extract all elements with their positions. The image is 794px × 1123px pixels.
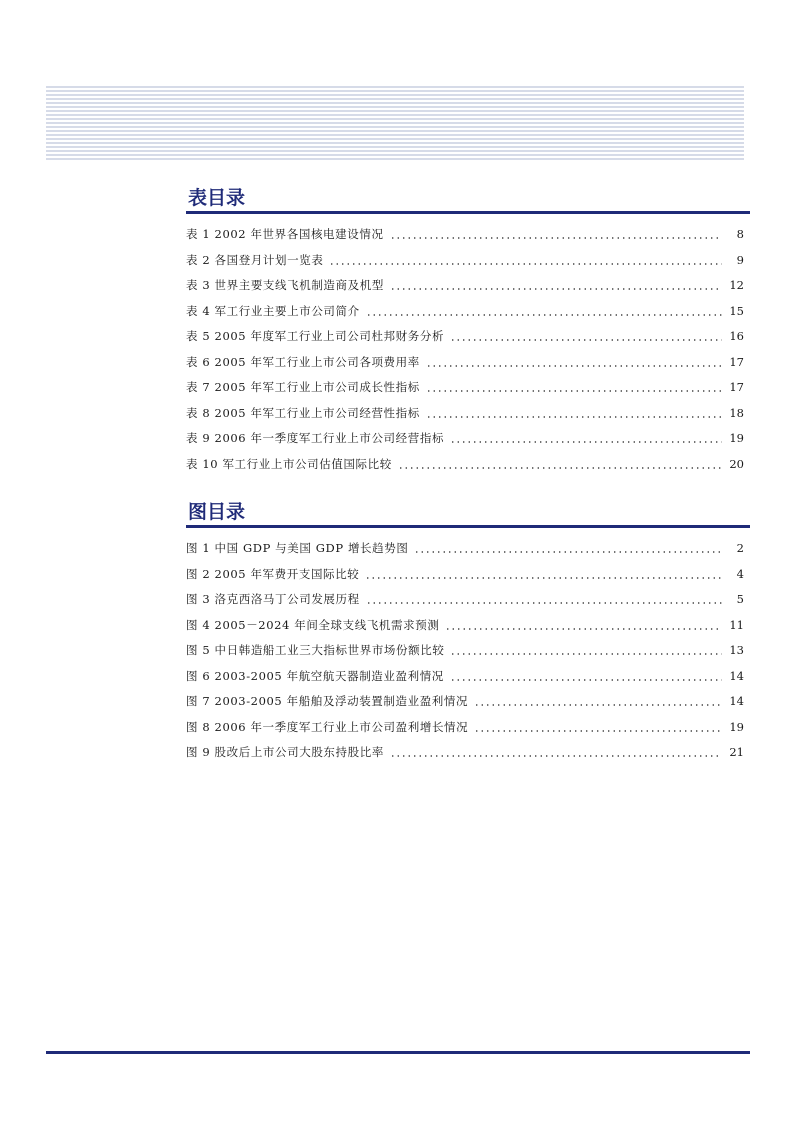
toc-entry-page-number[interactable]: 13 — [729, 643, 744, 657]
dot-leader — [366, 299, 722, 325]
dot-leader — [426, 401, 722, 427]
dot-leader — [329, 248, 722, 274]
tables_toc-entry[interactable] — [186, 222, 750, 248]
footer-rule — [46, 1051, 750, 1054]
toc-entry-label[interactable]: 表 6 2005 年军工行业上市公司各项费用率 — [186, 354, 420, 369]
dot-leader — [365, 562, 722, 588]
toc-entry-label[interactable]: 图 5 中日韩造船工业三大指标世界市场份额比较 — [186, 643, 445, 657]
toc-entry-label[interactable]: 图 6 2003-2005 年航空航天器制造业盈利情况 — [186, 668, 444, 683]
tables_toc-entry[interactable] — [186, 375, 750, 401]
figures_toc-entry[interactable] — [186, 587, 750, 613]
toc-entry-label[interactable]: 表 8 2005 年军工行业上市公司经营性指标 — [186, 405, 420, 420]
tables_toc-entry[interactable] — [186, 248, 750, 274]
tables_toc-entry[interactable] — [186, 452, 750, 478]
toc-entry-label[interactable]: 图 4 2005－2024 年间全球支线飞机需求预测 — [186, 617, 440, 632]
toc-entry-label[interactable]: 表 2 各国登月计划一览表 — [186, 252, 324, 267]
toc-entry-label[interactable]: 表 3 世界主要支线飞机制造商及机型 — [186, 278, 384, 292]
toc-entry-label[interactable]: 图 9 股改后上市公司大股东持股比率 — [186, 745, 384, 759]
tables_toc-entry[interactable] — [186, 299, 750, 325]
dot-leader — [474, 715, 722, 741]
figures-toc-section — [186, 500, 750, 766]
toc-entry-page-number[interactable]: 17 — [729, 380, 744, 394]
figures-toc-rule — [186, 525, 750, 528]
toc-entry-page-number[interactable]: 20 — [729, 456, 744, 471]
toc-entry-label[interactable]: 表 1 2002 年世界各国核电建设情况 — [186, 227, 384, 241]
tables-toc-section — [186, 186, 750, 477]
toc-entry-label[interactable]: 表 5 2005 年度军工行业上司公司杜邦财务分析 — [186, 329, 445, 343]
toc-entry-page-number[interactable]: 8 — [736, 227, 744, 241]
figures_toc-entry[interactable] — [186, 715, 750, 741]
dot-leader — [398, 452, 722, 478]
toc-entry-page-number[interactable]: 18 — [729, 405, 744, 420]
tables_toc-entry[interactable] — [186, 350, 750, 376]
figures_toc-entry[interactable] — [186, 638, 750, 664]
dot-leader — [390, 222, 722, 248]
dot-leader — [450, 324, 722, 350]
tables-toc-rule — [186, 211, 750, 214]
dot-leader — [450, 426, 722, 452]
header-band — [46, 86, 744, 162]
figures_toc-entry[interactable] — [186, 613, 750, 639]
tables_toc-entry[interactable] — [186, 273, 750, 299]
dot-leader — [366, 587, 722, 613]
figures_toc-entry[interactable] — [186, 562, 750, 588]
toc-entry-page-number[interactable]: 2 — [736, 541, 744, 555]
toc-entry-page-number[interactable]: 19 — [729, 431, 744, 445]
toc-entry-label[interactable]: 表 4 军工行业主要上市公司简介 — [186, 303, 360, 318]
dot-leader — [414, 536, 722, 562]
toc-entry-page-number[interactable]: 9 — [736, 252, 744, 267]
toc-entry-page-number[interactable]: 12 — [729, 278, 744, 292]
figures_toc-entry[interactable] — [186, 740, 750, 766]
tables-toc-title: 表目录 — [188, 187, 246, 209]
toc-entry-label[interactable]: 图 3 洛克西洛马丁公司发展历程 — [186, 592, 360, 606]
tables_toc-entry[interactable] — [186, 426, 750, 452]
dot-leader — [474, 689, 722, 715]
dot-leader — [450, 664, 722, 690]
toc-entry-page-number[interactable]: 17 — [729, 354, 744, 369]
dot-leader — [390, 740, 722, 766]
toc-entry-label[interactable]: 表 9 2006 年一季度军工行业上市公司经营指标 — [186, 431, 445, 445]
toc-entry-page-number[interactable]: 14 — [729, 668, 744, 683]
toc-entry-label[interactable]: 图 7 2003-2005 年船舶及浮动装置制造业盈利情况 — [186, 694, 469, 708]
toc-entry-label[interactable]: 表 10 军工行业上市公司估值国际比较 — [186, 456, 392, 471]
toc-entry-label[interactable]: 图 1 中国 GDP 与美国 GDP 增长趋势图 — [186, 541, 409, 555]
dot-leader — [426, 375, 722, 401]
figures-toc-list — [186, 536, 750, 766]
toc-entry-label[interactable]: 表 7 2005 年军工行业上市公司成长性指标 — [186, 380, 420, 394]
toc-entry-label[interactable]: 图 2 2005 年军费开支国际比较 — [186, 566, 360, 581]
toc-entry-page-number[interactable]: 11 — [729, 617, 744, 632]
figures-toc-title: 图目录 — [188, 501, 246, 523]
toc-entry-page-number[interactable]: 14 — [729, 694, 744, 708]
tables_toc-entry[interactable] — [186, 324, 750, 350]
dot-leader — [426, 350, 722, 376]
toc-entry-page-number[interactable]: 4 — [736, 566, 744, 581]
dot-leader — [390, 273, 722, 299]
dot-leader — [450, 638, 722, 664]
tables-toc-list — [186, 222, 750, 477]
figures_toc-entry[interactable] — [186, 536, 750, 562]
toc-entry-page-number[interactable]: 19 — [729, 719, 744, 734]
toc-entry-page-number[interactable]: 16 — [729, 329, 744, 343]
tables_toc-entry[interactable] — [186, 401, 750, 427]
toc-entry-page-number[interactable]: 21 — [729, 745, 744, 759]
toc-entry-label[interactable]: 图 8 2006 年一季度军工行业上市公司盈利增长情况 — [186, 719, 469, 734]
dot-leader — [445, 613, 722, 639]
figures_toc-entry[interactable] — [186, 664, 750, 690]
toc-entry-page-number[interactable]: 15 — [729, 303, 744, 318]
figures_toc-entry[interactable] — [186, 689, 750, 715]
toc-entry-page-number[interactable]: 5 — [736, 592, 744, 606]
